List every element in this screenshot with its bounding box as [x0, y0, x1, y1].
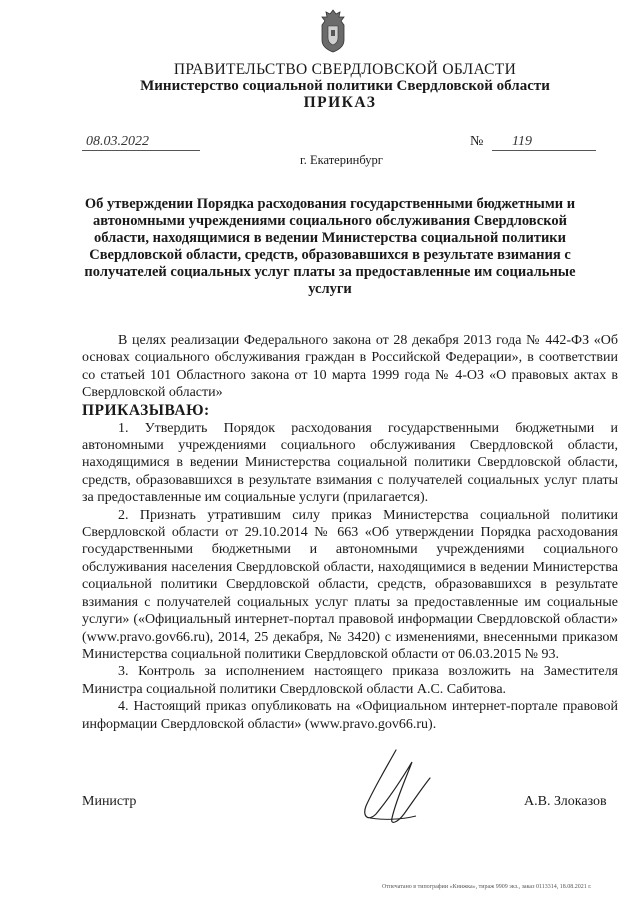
number-underline: [492, 150, 596, 151]
ministry-name: Министерство социальной политики Свердловской области: [140, 78, 550, 94]
item-3: 3. Контроль за исполнением настоящего приказа возложить на Заместителя Министра социальной политики Свердловской области А.С. Сабитова.: [82, 664, 618, 697]
signatory-position: Министр: [82, 794, 137, 809]
document-title: Об утверждении Порядка расходования государственными бюджетными и автономными учреждениями социального обслуживания Свердловской области, находящимися в ведении Министерства социальной политики Свердловской области, средств, образовавшихся в результате взимания с получателей социальных услуг платы за предоставленные им социальные услуги: [84, 196, 576, 297]
date-underline: [82, 150, 200, 151]
number-label: №: [470, 134, 484, 149]
document-type: ПРИКАЗ: [303, 94, 377, 111]
document-body: [82, 332, 618, 733]
document-number: 119: [512, 134, 532, 149]
coat-of-arms-emblem: [318, 8, 348, 54]
handwritten-signature: [356, 748, 436, 830]
signatory-name: А.В. Злоказов: [524, 794, 607, 809]
print-imprint: Отпечатано в типографии «Книжка», тираж 9909 экз., заказ 0113314, 18.08.2021 г.: [382, 884, 592, 890]
document-header: [0, 62, 640, 112]
government-name: ПРАВИТЕЛЬСТВО СВЕРДЛОВСКОЙ ОБЛАСТИ: [173, 61, 517, 78]
preamble: В целях реализации Федерального закона от 28 декабря 2013 года № 442-ФЗ «Об основах социального обслуживания граждан в Российской Федерации», в соответствии со статьей 101 Областного закона от 10 марта 1999 года № 4-ОЗ «О правовых актах в Свердловской области»: [82, 333, 618, 401]
order-word: ПРИКАЗЫВАЮ:: [82, 401, 210, 419]
city: г. Екатеринбург: [300, 153, 383, 167]
item-4: 4. Настоящий приказ опубликовать на «Официальном интернет-портале правовой информации Свердловской области» (www.pravo.gov66.ru).: [82, 699, 618, 732]
document-date: 08.03.2022: [86, 134, 149, 149]
item-2: 2. Признать утратившим силу приказ Министерства социальной политики Свердловской области от 29.10.2014 № 663 «Об утверждении Порядка расходования государственными бюджетными и автономными учреждениями социального обслуживания населения Свердловской области, находящимися в ведении Министерства социальной политики Свердловской области, средств, образовавшихся в результате взимания с получателей социальных услуг платы за предоставленные им социальные услуги» («Официальный интернет-портал правовой информации Свердловской области» (www.pravo.gov66.ru), 2014, 25 декабря, № 3420) с изменениями, внесенными приказом Министерства социальной политики Свердловской области от 06.03.2015 № 93.: [82, 507, 618, 662]
item-1: 1. Утвердить Порядок расходования государственными бюджетными и автономными учреждениями социального обслуживания Свердловской области, находящимися в ведении Министерства социальной политики Свердловской области, средств, образовавшихся в результате взимания с получателей социальных услуг платы за предоставленные им социальные услуги (прилагается).: [82, 420, 618, 506]
